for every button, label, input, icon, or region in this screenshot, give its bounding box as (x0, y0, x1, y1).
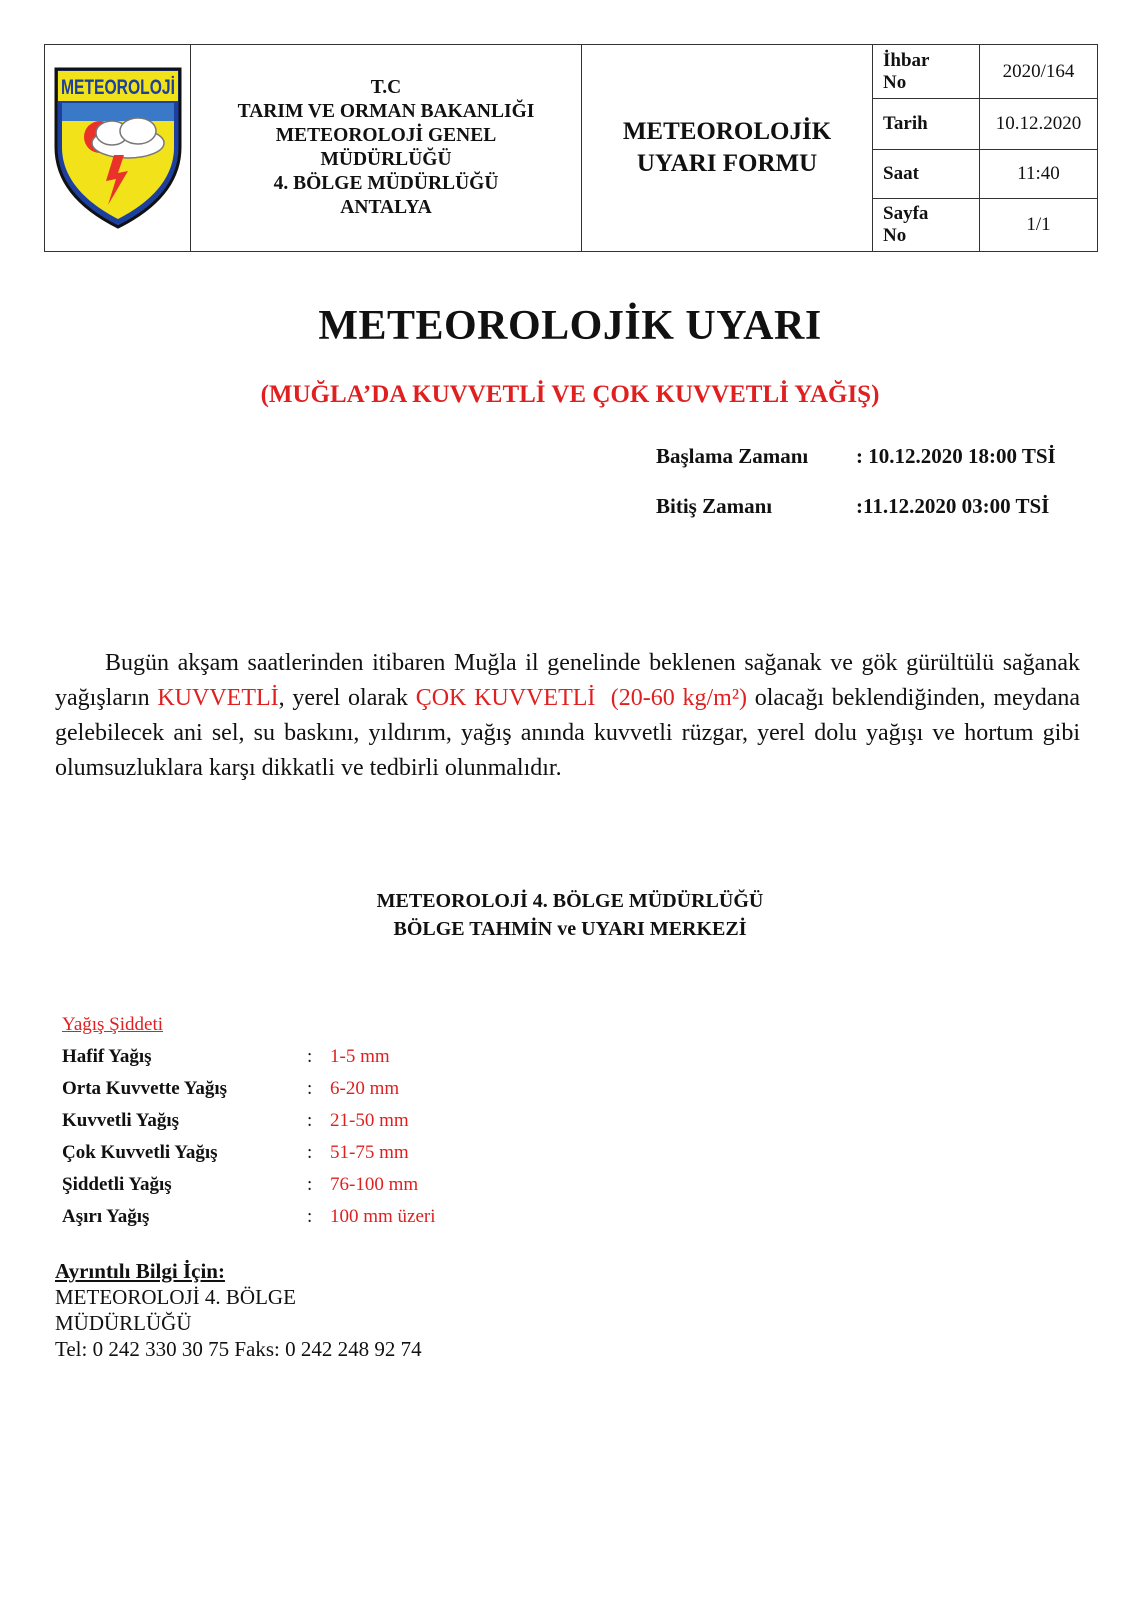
page-title: METEOROLOJİK UYARI (318, 303, 822, 349)
ministry-line-5: 4. BÖLGE MÜDÜRLÜĞÜ (273, 173, 499, 194)
ministry-line-1: T.C (370, 77, 402, 98)
form-title-line-2: UYARI FORMU (636, 150, 818, 177)
meteoroloji-logo (50, 61, 186, 231)
info-phone-fax: Tel: 0 242 330 30 75 Faks: 0 242 248 92 74 (55, 1337, 422, 1361)
scale-row-colon: : (307, 1046, 313, 1067)
scale-row (62, 1174, 418, 1196)
ihbar-label-line-2: No (883, 71, 907, 93)
center-line-2: BÖLGE TAHMİN ve UYARI MERKEZİ (393, 918, 747, 940)
scale-row-value: 76-100 mm (330, 1174, 419, 1195)
form-title (582, 45, 873, 252)
scale-row (62, 1142, 409, 1164)
ministry-line-4: MÜDÜRLÜĞÜ (320, 149, 452, 170)
ministry-line-3: METEOROLOJİ GENEL (275, 125, 497, 146)
scale-row-value: 6-20 mm (330, 1078, 400, 1099)
ihbar-no-label (873, 45, 980, 99)
end-time-label: Bitiş Zamanı (656, 494, 773, 518)
body-kuvvetli: KUVVETLİ (157, 685, 279, 711)
body-part-2: , yerel olarak (278, 685, 416, 711)
info-line-2: MÜDÜRLÜĞÜ (55, 1311, 192, 1335)
start-time-label: Başlama Zamanı (656, 444, 809, 468)
scale-row-colon: : (307, 1206, 313, 1227)
ministry-line-2: TARIM VE ORMAN BAKANLIĞI (237, 101, 535, 122)
scale-row-name: Kuvvetli Yağış (62, 1110, 179, 1131)
ministry-block (191, 45, 582, 252)
scale-title: Yağış Şiddeti (62, 1014, 164, 1035)
saat-label: Saat (873, 150, 980, 199)
info-heading: Ayrıntılı Bilgi İçin: (55, 1259, 225, 1283)
scale-row-name: Hafif Yağış (62, 1046, 152, 1067)
body-amount: (20-60 kg/m²) (610, 685, 748, 711)
start-time-value: : 10.12.2020 18:00 TSİ (856, 444, 1056, 468)
scale-row (62, 1046, 390, 1068)
saat-value: 11:40 (980, 150, 1098, 199)
scale-row-colon: : (307, 1078, 313, 1099)
body-part-3: olacağı beklendiğinden, meydana gelebilecek ani sel, su baskını, yıldırım, yağış anında kuvvetli rüzgar, yerel dolu yağışı ve hortum gibi olumsuzluklara karşı dikkatli ve tedbirli olunmalıdır. (55, 685, 1080, 781)
body-part-1: Bugün akşam saatlerinden itibaren Muğla il genelinde beklenen sağanak ve gök gürültülü sağanak yağışların (55, 650, 1080, 711)
scale-row (62, 1206, 436, 1228)
header-table (44, 44, 1098, 252)
scale-row-name: Orta Kuvvette Yağış (62, 1078, 227, 1099)
scale-row-colon: : (307, 1110, 313, 1131)
body-cok-kuvvetli: ÇOK KUVVETLİ (415, 685, 596, 711)
scale-row-value: 100 mm üzeri (330, 1206, 436, 1227)
sayfa-label-line-1: Sayfa (883, 203, 929, 224)
scale-row-value: 21-50 mm (330, 1110, 409, 1131)
ihbar-label-line-1: İhbar (883, 49, 930, 71)
sayfa-no-value: 1/1 (980, 199, 1098, 252)
scale-row-value: 51-75 mm (330, 1142, 409, 1163)
start-time-row (656, 444, 1056, 469)
logo-cell (45, 45, 191, 252)
center-line-1: METEOROLOJİ 4. BÖLGE MÜDÜRLÜĞÜ (376, 890, 764, 912)
scale-row-name: Aşırı Yağış (62, 1206, 150, 1227)
scale-row-name: Şiddetli Yağış (62, 1174, 172, 1195)
form-title-line-1: METEOROLOJİK (622, 118, 832, 145)
scale-row-value: 1-5 mm (330, 1046, 390, 1067)
warning-body (55, 646, 1080, 786)
ihbar-no-value: 2020/164 (980, 45, 1098, 99)
scale-row-colon: : (307, 1174, 313, 1195)
ministry-line-6: ANTALYA (340, 197, 432, 218)
scale-row-name: Çok Kuvvetli Yağış (62, 1142, 218, 1163)
sayfa-no-label (873, 199, 980, 252)
scale-row (62, 1110, 409, 1132)
info-line-1: METEOROLOJİ 4. BÖLGE (55, 1285, 296, 1309)
end-time-row (656, 494, 1049, 519)
scale-row (62, 1078, 399, 1100)
scale-row-colon: : (307, 1142, 313, 1163)
tarih-value: 10.12.2020 (980, 99, 1098, 150)
end-time-value: :11.12.2020 03:00 TSİ (856, 494, 1050, 518)
tarih-label: Tarih (873, 99, 980, 150)
logo-text: METEOROLOJİ (60, 75, 175, 99)
warning-subtitle: (MUĞLA’DA KUVVETLİ VE ÇOK KUVVETLİ YAĞIŞ) (260, 381, 880, 408)
sayfa-label-line-2: No (883, 225, 907, 246)
